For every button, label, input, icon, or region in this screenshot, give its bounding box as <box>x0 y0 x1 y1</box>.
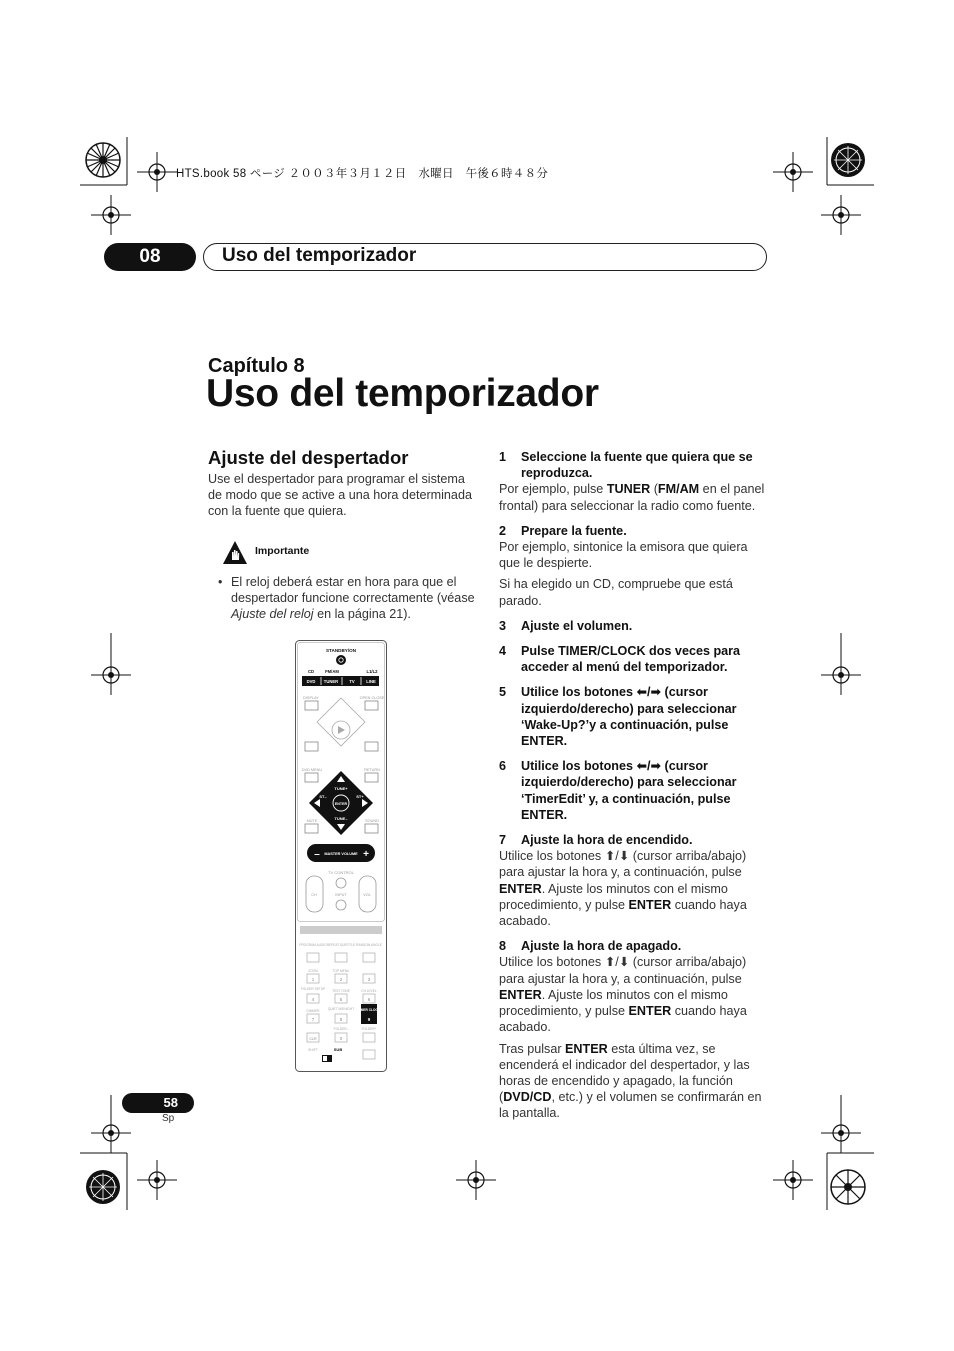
important-label: Importante <box>255 545 310 557</box>
remote-control-illustration <box>295 640 387 1072</box>
svg-text:TUNER: TUNER <box>323 679 339 684</box>
svg-text:6: 6 <box>367 997 371 1002</box>
step-heading <box>499 523 771 539</box>
svg-text:TUNE+: TUNE+ <box>334 786 348 791</box>
chapter-kicker: Capítulo 8 <box>208 355 305 377</box>
step-heading-text: Ajuste el volumen. <box>521 618 633 633</box>
important-hand-icon <box>222 540 248 566</box>
svg-text:FOLDER–: FOLDER– <box>333 1027 349 1031</box>
step-8 <box>499 938 771 1121</box>
svg-text:FM/AM: FM/AM <box>325 669 339 674</box>
svg-text:4: 4 <box>311 997 315 1002</box>
step-heading-text: Pulse TIMER/CLOCK dos veces para acceder al menú del temporizador. <box>521 644 741 675</box>
svg-text:ENTER: ENTER <box>334 802 348 806</box>
step-2 <box>499 523 771 609</box>
svg-text:L1/L2: L1/L2 <box>366 669 378 674</box>
svg-text:ST–: ST– <box>319 794 327 799</box>
svg-text:7: 7 <box>311 1017 315 1022</box>
chapter-title-bar <box>203 243 767 271</box>
page-language: Sp <box>162 1113 175 1124</box>
svg-text:MUTE: MUTE <box>306 819 318 823</box>
svg-text:8: 8 <box>339 1017 343 1022</box>
page-number-badge: 58 <box>122 1093 194 1113</box>
svg-text:RANDOM ANGLE: RANDOM ANGLE <box>356 943 382 947</box>
svg-text:MASTER VOLUME: MASTER VOLUME <box>324 852 358 856</box>
svg-text:CH LEVEL: CH LEVEL <box>361 989 377 993</box>
svg-text:–: – <box>314 849 320 860</box>
svg-text:TUNE–: TUNE– <box>334 816 348 821</box>
svg-text:DVD: DVD <box>306 679 316 684</box>
step-6 <box>499 758 771 823</box>
print-header: HTS.book 58 ページ ２００３年３月１２日 水曜日 午後６時４８分 <box>176 168 549 180</box>
step-number: 5 <box>499 685 507 700</box>
step-heading <box>499 832 771 848</box>
svg-text:INPUT: INPUT <box>335 893 347 897</box>
instruction-steps <box>499 449 771 1131</box>
step-number: 1 <box>499 450 507 464</box>
svg-text:RETURN: RETURN <box>364 768 380 772</box>
step-heading <box>499 643 771 675</box>
step-number: 4 <box>499 644 507 659</box>
step-number: 6 <box>499 759 507 774</box>
step-paragraph: Si ha elegido un CD, compruebe que está parado. <box>499 577 733 608</box>
svg-text:VOL: VOL <box>363 893 371 897</box>
step-heading <box>499 758 771 823</box>
step-number: 3 <box>499 618 507 633</box>
svg-text:1: 1 <box>311 977 315 982</box>
step-5 <box>499 684 771 749</box>
svg-text:SHIFT: SHIFT <box>308 1048 318 1052</box>
svg-text:TV: TV <box>349 679 355 684</box>
section-intro: Use el despertador para programar el sistema de modo que se active a una hora determinada con la fuente que quiera. <box>208 472 472 518</box>
step-heading-text: Seleccione la fuente que quiera que se reproduzca. <box>521 450 753 481</box>
svg-text:CH: CH <box>311 893 317 897</box>
bullet-text: El reloj deberá estar en hora para que el despertador funcione correctamente (véase Ajuste del reloj en la página 21). <box>231 575 475 621</box>
remote-standby-label: STANDBY/ON <box>325 648 357 653</box>
step-number: 7 <box>499 833 507 848</box>
step-4 <box>499 643 771 675</box>
step-7 <box>499 832 771 929</box>
svg-text:OPEN CLOSE: OPEN CLOSE <box>359 696 385 700</box>
svg-text:REPEAT SUBTITLE: REPEAT SUBTITLE <box>326 943 356 947</box>
svg-text:LINE: LINE <box>366 679 376 684</box>
step-heading <box>499 684 771 749</box>
important-bullet <box>218 574 476 622</box>
step-heading-text: Utilice los botones ⬅/➡ (cursor izquierdo/derecho) para seleccionar ‘Wake-Up?’y a continuación, pulse ENTER. <box>521 685 737 749</box>
step-paragraph: Por ejemplo, sintonice la emisora que quiera que le despierte. <box>499 540 748 571</box>
svg-text:QUIET MIDNIGHT: QUIET MIDNIGHT <box>327 1007 355 1011</box>
step-number: 8 <box>499 939 507 954</box>
svg-text:DISPLAY: DISPLAY <box>303 696 319 700</box>
step-heading-text: Prepare la fuente. <box>521 523 627 538</box>
svg-text:PROGRAM AUDIO: PROGRAM AUDIO <box>299 943 327 947</box>
section-title: Ajuste del despertador <box>208 447 409 468</box>
step-1 <box>499 449 771 514</box>
svg-text:+: + <box>363 849 369 860</box>
svg-text:DIMMER: DIMMER <box>306 1009 320 1013</box>
svg-text:9: 9 <box>367 1017 371 1022</box>
svg-text:TIMER CLOCK: TIMER CLOCK <box>357 1008 381 1012</box>
svg-text:TOP MENU: TOP MENU <box>332 969 350 973</box>
chapter-bar-title: Uso del temporizador <box>222 245 417 266</box>
step-paragraph: Por ejemplo, pulse TUNER (FM/AM en el panel frontal) para seleccionar la radio como fuente. <box>499 482 765 513</box>
bullet-dot: • <box>218 575 223 589</box>
svg-text:0: 0 <box>339 1036 343 1041</box>
svg-text:CLR: CLR <box>309 1037 317 1041</box>
bullet-reference: Ajuste del reloj <box>231 607 314 621</box>
chapter-number-badge: 08 <box>104 243 196 271</box>
step-heading-text: Ajuste la hora de apagado. <box>521 939 682 954</box>
svg-text:ZOOM: ZOOM <box>308 969 318 973</box>
step-paragraph: Utilice los botones ⬆/⬇ (cursor arriba/abajo) para ajustar la hora y, a continuación, pulse ENTER. Ajuste los minutos con el mismo procedimiento, y pulse ENTER cuando haya acabado. <box>499 849 747 929</box>
svg-text:TV CONTROL: TV CONTROL <box>328 870 354 875</box>
svg-text:ST+: ST+ <box>356 794 364 799</box>
svg-text:SUB: SUB <box>333 1047 343 1052</box>
svg-text:FOLDER+: FOLDER+ <box>361 1027 377 1031</box>
svg-text:CD: CD <box>307 669 315 674</box>
step-heading-text: Ajuste la hora de encendido. <box>521 833 693 848</box>
svg-text:2: 2 <box>339 977 343 982</box>
power-icon <box>336 655 346 665</box>
step-heading <box>499 449 771 481</box>
svg-text:SOUND: SOUND <box>365 819 379 823</box>
step-paragraph: Utilice los botones ⬆/⬇ (cursor arriba/abajo) para ajustar la hora y, a continuación, pulse ENTER. Ajuste los minutos con el mismo procedimiento, y pulse ENTER cuando haya acabado. <box>499 955 747 1035</box>
svg-text:DVD MENU: DVD MENU <box>301 768 323 772</box>
svg-text:TEST TONE: TEST TONE <box>332 989 350 993</box>
step-number: 2 <box>499 523 507 538</box>
step-heading-text: Utilice los botones ⬅/➡ (cursor izquierdo/derecho) para seleccionar ‘TimerEdit’ y, a continuación, pulse ENTER. <box>521 759 737 822</box>
step-paragraph: Tras pulsar ENTER esta última vez, se encenderá el indicador del despertador, y las horas de encendido y apagado, la función (DVD/CD, etc.) y el volumen se confirmarán en la pantalla. <box>499 1041 762 1121</box>
svg-text:5: 5 <box>339 997 343 1002</box>
step-heading <box>499 618 771 634</box>
svg-text:3: 3 <box>367 977 371 982</box>
step-3 <box>499 618 771 634</box>
step-heading <box>499 938 771 954</box>
svg-text:FOLDER SETUP: FOLDER SETUP <box>300 987 326 991</box>
page-title: Uso del temporizador <box>206 372 599 415</box>
